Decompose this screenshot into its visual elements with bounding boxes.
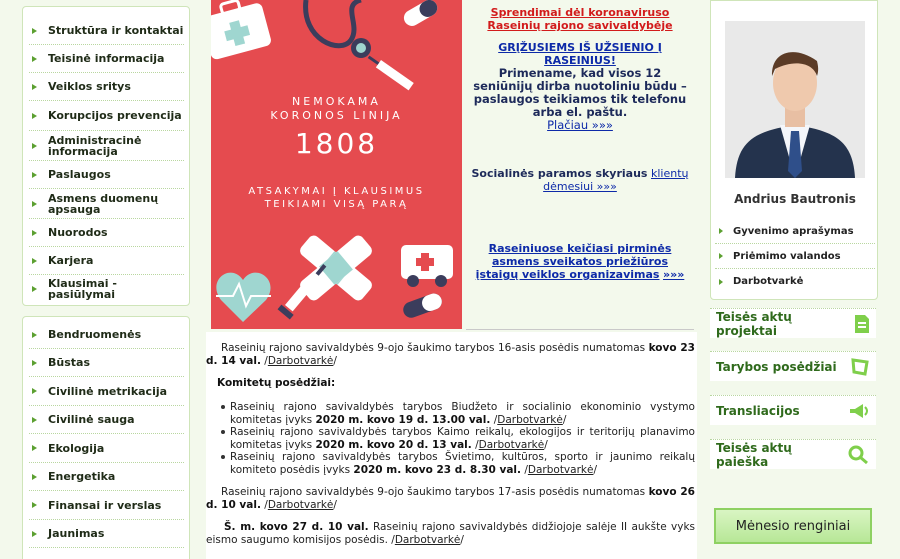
session-17-paragraph: Raseinių rajono savivaldybės 9-ojo šaukimo tarybos 17-asis posėdis numatomas kovo 26 d. 10 val. /Darbotvarkė/: [206, 486, 695, 511]
menu-item-label: Būstas: [48, 356, 90, 369]
menu-item-finansai[interactable]: [29, 491, 184, 520]
megaphone-icon: [848, 401, 870, 421]
arrow-icon: [32, 258, 37, 264]
menu-item-klausimai[interactable]: [29, 275, 184, 303]
agenda-link[interactable]: Darbotvarkė: [267, 498, 334, 511]
legal-search-link[interactable]: [710, 439, 876, 469]
arrow-icon: [32, 172, 37, 178]
menu-item-energetika[interactable]: [29, 463, 184, 491]
bullet-icon: [221, 430, 225, 434]
menu-item-civiline-metrikacija[interactable]: [29, 377, 184, 406]
menu-item-bendruomenes[interactable]: [29, 321, 184, 349]
divider: [466, 329, 694, 330]
menu-item-civiline-sauga[interactable]: [29, 406, 184, 434]
arrow-icon: [32, 417, 37, 423]
health-reorganization-link[interactable]: Raseiniuose keičiasi pirminės asmens sveikatos priežiūros įstaigų veiklos organizavimas: [475, 242, 672, 281]
menu-item-label: Bendruomenės: [48, 328, 142, 341]
mayor-agenda-label: Darbotvarkė: [733, 276, 804, 287]
corona-decisions-link[interactable]: Sprendimai dėl koronaviruso Raseinių rajono savivaldybėje: [487, 6, 673, 32]
session-16-paragraph: Raseinių rajono savivaldybės 9-ojo šaukimo tarybos 16-asis posėdis numatomas kovo 23 d. 14 val. /Darbotvarkė/: [206, 342, 695, 367]
broadcasts-label: Transliacijos: [716, 403, 800, 418]
reminder-announcement: [470, 67, 690, 132]
menu-item-label: Korupcijos prevencija: [48, 109, 182, 122]
menu-item-teisine[interactable]: [29, 45, 184, 73]
arrow-icon: [32, 113, 37, 119]
frame-icon: [850, 357, 870, 377]
traffic-safety-text: Raseinių rajono savivaldybės didžiojoje salėje II aukšte vyks eismo saugumo komisijos posėdis.: [206, 521, 695, 546]
agenda-link[interactable]: Darbotvarkė: [527, 463, 594, 476]
menu-item-label: Civilinė metrikacija: [48, 384, 168, 398]
arrow-icon: [32, 230, 37, 236]
document-icon: [853, 314, 870, 334]
month-events-button[interactable]: Mėnesio renginiai: [714, 508, 872, 544]
banner-line-4: TEIKIAMI VISĄ PARĄ: [264, 199, 409, 210]
banner-line-2: KORONOS LINIJA: [270, 109, 403, 122]
health-announcement: [470, 242, 690, 281]
menu-item-label: Civilinė sauga: [48, 413, 135, 426]
session-16-date: kovo 23 d. 14 val.: [206, 342, 695, 367]
arrow-icon: [32, 28, 37, 34]
arrow-icon: [32, 143, 37, 149]
menu-item-label: Jaunimas: [48, 527, 105, 540]
arrow-icon: [32, 502, 37, 508]
legal-search-label: Teisės aktų paieška: [716, 440, 792, 469]
menu-item-label: Finansai ir verslas: [48, 498, 162, 512]
menu-item-label: Administracinė informacija: [48, 133, 142, 158]
menu-item-label: Energetika: [48, 470, 116, 483]
arrow-icon: [32, 84, 37, 90]
biography-link[interactable]: [715, 219, 875, 244]
arrow-icon: [32, 286, 37, 292]
menu-item-label: Klausimai - pasiūlymai: [48, 277, 117, 301]
session-16-text: Raseinių rajono savivaldybės 9-ojo šaukimo tarybos 16-asis posėdis numatomas: [221, 342, 646, 354]
arrow-icon: [32, 531, 37, 537]
council-meetings-label: Tarybos posėdžiai: [716, 359, 837, 374]
menu-item-administracine[interactable]: [29, 131, 184, 161]
committee-2-date: 2020 m. kovo 20 d. 13 val.: [315, 438, 472, 451]
arrow-icon: [32, 201, 37, 207]
returning-abroad-link[interactable]: GRĮŽUSIEMS IŠ UŽSIENIO Į RASEINIUS!: [498, 41, 662, 67]
mayor-photo: [725, 21, 865, 178]
social-text: Socialinės paramos skyriaus: [471, 167, 648, 180]
traffic-safety-paragraph: Š. m. kovo 27 d. 10 val. Raseinių rajono savivaldybės didžiojoje salėje II aukšte vyks eismo saugumo komisijos posėdis. /Darbotvarkė/: [206, 521, 695, 546]
session-17-date: kovo 26 d. 10 val.: [206, 486, 695, 511]
menu-item-label: Karjera: [48, 254, 94, 267]
menu-item-korupcijos[interactable]: [29, 101, 184, 131]
arrow-icon: [32, 56, 37, 62]
main-menu: [22, 6, 190, 306]
committees-heading: [217, 377, 706, 390]
committee-1-text: Raseinių rajono savivaldybės tarybos Biudžeto ir socialinio ekonominio vystymo komitetas įvyks: [230, 401, 695, 426]
committee-item: Raseinių rajono savivaldybės tarybos Biudžeto ir socialinio ekonominio vystymo komitetas įvyks 2020 m. kovo 19 d. 13.00 val. /Darbotvarkė/: [230, 401, 695, 426]
session-17-text: Raseinių rajono savivaldybės 9-ojo šaukimo tarybos 17-asis posėdis numatomas: [221, 486, 646, 498]
office-hours-link[interactable]: [715, 244, 875, 269]
agenda-link[interactable]: Darbotvarkė: [267, 354, 334, 367]
committee-item: Raseinių rajono savivaldybės tarybos Švietimo, kultūros, sporto ir jaunimo reikalų komiteto posėdis įvyks 2020 m. kovo 23 d. 8.30 val. /Darbotvarkė/: [230, 451, 695, 476]
menu-item-label: Struktūra ir kontaktai: [48, 24, 184, 37]
menu-item-jaunimas[interactable]: [29, 520, 184, 548]
menu-item-asmens[interactable]: [29, 189, 184, 219]
arrow-icon: [719, 253, 723, 259]
corona-hotline-banner[interactable]: [211, 0, 462, 329]
person-portrait: [725, 21, 865, 178]
committee-2-text: Raseinių rajono savivaldybės tarybos Kaimo reikalų, ekologijos ir teritorijų planavimo komitetas įvyks: [230, 426, 695, 451]
traffic-safety-date: Š. m. kovo 27 d. 10 val.: [224, 521, 369, 533]
menu-item-paslaugos[interactable]: [29, 161, 184, 189]
topics-menu: [22, 316, 190, 559]
broadcasts-link[interactable]: [710, 395, 876, 425]
agenda-link[interactable]: Darbotvarkė: [394, 533, 461, 546]
decisions-announcement: [470, 6, 690, 32]
menu-item-bustas[interactable]: [29, 349, 184, 377]
menu-item-struktura[interactable]: [29, 17, 184, 45]
committee-3-text: Raseinių rajono savivaldybės tarybos Švietimo, kultūros, sporto ir jaunimo reikalų komiteto posėdis įvyks: [230, 451, 695, 476]
menu-item-label: Teisinė informacija: [48, 52, 165, 65]
office-hours-label: Priėmimo valandos: [733, 250, 841, 262]
social-announcement: [470, 167, 690, 193]
arrow-icon: [719, 228, 723, 234]
draft-acts-label: Teisės aktų projektai: [716, 309, 792, 338]
menu-item-label: Nuorodos: [48, 226, 108, 239]
council-meetings-link[interactable]: [710, 351, 876, 381]
committee-1-date: 2020 m. kovo 19 d. 13.00 val.: [315, 413, 491, 426]
committees-title: Komitetų posėdžiai:: [217, 377, 336, 389]
arrow-icon: [719, 279, 723, 285]
health-more-link[interactable]: »»»: [662, 268, 685, 281]
menu-item-label: Ekologija: [48, 441, 105, 455]
agenda-link[interactable]: Darbotvarkė: [478, 438, 545, 451]
arrow-icon: [32, 388, 37, 394]
banner-line-3: ATSAKYMAI Į KLAUSIMUS: [248, 186, 425, 197]
committee-item: Raseinių rajono savivaldybės tarybos Kaimo reikalų, ekologijos ir teritorijų planavimo komitetas įvyks 2020 m. kovo 20 d. 13 val. /Darbotvarkė/: [230, 426, 695, 451]
search-icon: [848, 445, 870, 465]
menu-item-label: Veiklos sritys: [48, 80, 131, 93]
menu-item-nuorodos[interactable]: [29, 219, 184, 247]
menu-item-label: Paslaugos: [48, 168, 111, 181]
returning-announcement: [470, 41, 690, 67]
reminder-text: Primename, kad visos 12 seniūnijų dirba nuotoliniu būdu – paslaugos teikiamos tik telefonu arba el. paštu.: [473, 66, 687, 119]
banner-phone-number: 1808: [294, 127, 379, 160]
arrow-icon: [32, 474, 37, 480]
bullet-icon: [221, 455, 225, 459]
mayor-agenda-link[interactable]: [715, 269, 875, 294]
biography-label: Gyvenimo aprašymas: [733, 225, 854, 237]
menu-item-karjera[interactable]: [29, 247, 184, 275]
medical-illustrations: [211, 0, 462, 329]
mayor-box: [710, 0, 878, 300]
arrow-icon: [32, 360, 37, 366]
agenda-link[interactable]: Darbotvarkė: [497, 413, 563, 426]
menu-item-label: Asmens duomenų apsauga: [48, 191, 159, 216]
menu-item-veiklos[interactable]: [29, 73, 184, 101]
draft-acts-link[interactable]: [710, 308, 876, 338]
bullet-icon: [221, 405, 225, 409]
more-link[interactable]: Plačiau »»»: [547, 118, 613, 132]
main-content: [206, 332, 697, 559]
social-clients-link[interactable]: klientų dėmesiui »»»: [543, 167, 689, 193]
committee-3-date: 2020 m. kovo 23 d. 8.30 val.: [353, 463, 521, 476]
arrow-icon: [32, 332, 37, 338]
arrow-icon: [32, 445, 37, 451]
banner-line-1: NEMOKAMA: [292, 95, 381, 108]
menu-item-ekologija[interactable]: [29, 434, 184, 463]
mayor-name: Andrius Bautronis: [734, 192, 856, 206]
